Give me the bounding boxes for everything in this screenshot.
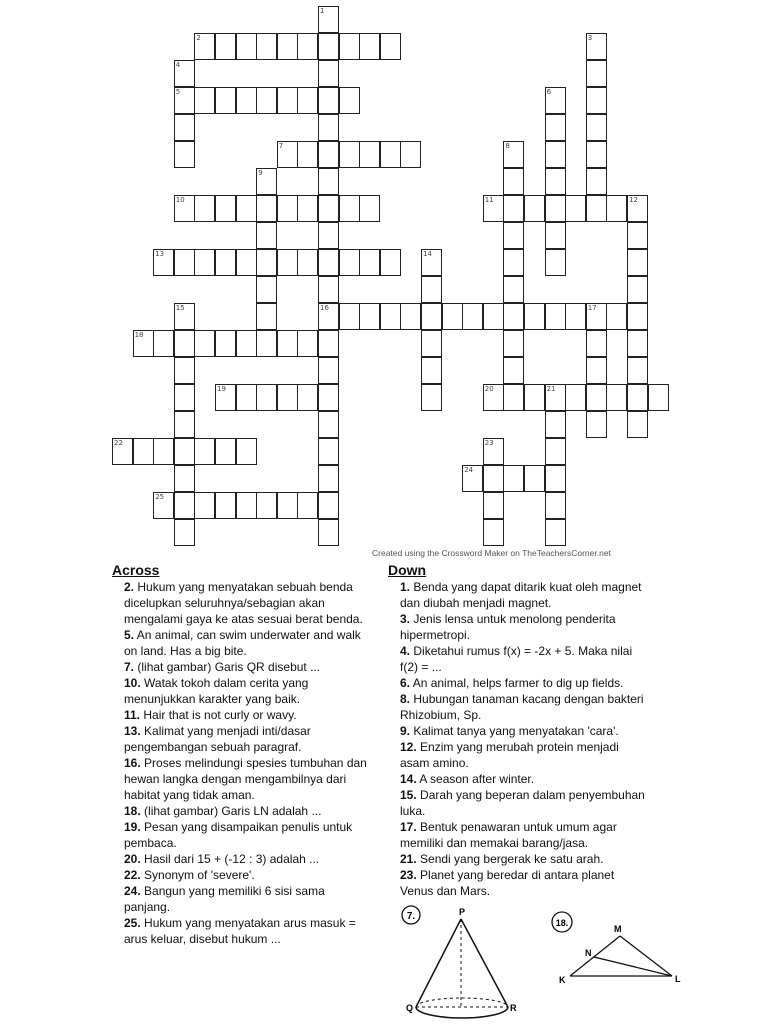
down-clue	[388, 579, 650, 611]
clue-number: 23	[484, 439, 494, 447]
grid-cell	[545, 168, 566, 195]
grid-cell	[318, 519, 339, 546]
clue-text: Bangun yang memiliki 6 sisi sama panjang.	[124, 884, 325, 914]
down-clues	[388, 562, 650, 899]
grid-cell	[194, 87, 215, 114]
across-clue	[112, 627, 374, 659]
clue-number: 22.	[124, 868, 141, 882]
clue-number: 20	[484, 385, 494, 393]
grid-cell	[421, 330, 442, 357]
grid-cell	[606, 303, 627, 330]
grid-cell	[648, 384, 669, 411]
grid-cell	[503, 384, 524, 411]
grid-cell	[627, 330, 648, 357]
grid-cell	[503, 249, 524, 276]
clue-number: 2	[196, 34, 201, 42]
grid-cell	[133, 330, 154, 357]
grid-cell	[586, 384, 607, 411]
grid-cell	[380, 249, 401, 276]
grid-cell	[503, 222, 524, 249]
clue-number: 24.	[124, 884, 141, 898]
grid-cell	[194, 492, 215, 519]
grid-cell	[483, 303, 504, 330]
grid-cell	[174, 357, 195, 384]
clue-number: 24	[464, 466, 474, 474]
grid-cell	[421, 384, 442, 411]
across-clue	[112, 851, 374, 867]
clue-number: 5.	[124, 628, 135, 642]
grid-cell	[503, 195, 524, 222]
clue-number: 1.	[400, 580, 411, 594]
clue-number: 8	[505, 142, 510, 150]
grid-cell	[483, 438, 504, 465]
down-clue	[388, 739, 650, 771]
clue-number: 18.	[124, 804, 141, 818]
grid-cell	[256, 87, 277, 114]
grid-cell	[606, 195, 627, 222]
clue-number: 11	[484, 196, 494, 204]
grid-cell	[318, 276, 339, 303]
clue-number: 15	[175, 304, 185, 312]
grid-cell	[339, 33, 360, 60]
grid-cell	[318, 87, 339, 114]
grid-cell	[627, 411, 648, 438]
grid-cell	[318, 411, 339, 438]
grid-cell	[545, 141, 566, 168]
clue-number: 1	[320, 7, 325, 15]
grid-cell	[174, 492, 195, 519]
grid-cell	[524, 195, 545, 222]
grid-cell	[318, 114, 339, 141]
clue-text: Watak tokoh dalam cerita yang menunjukkan karakter yang baik.	[124, 676, 309, 706]
clue-number: 10	[175, 196, 185, 204]
grid-cell	[503, 465, 524, 492]
clue-number: 10.	[124, 676, 141, 690]
grid-cell	[133, 438, 154, 465]
clue-text: Enzim yang merubah protein menjadi asam amino.	[400, 740, 619, 770]
grid-cell	[524, 303, 545, 330]
grid-cell	[586, 357, 607, 384]
grid-cell	[380, 141, 401, 168]
grid-cell	[503, 330, 524, 357]
down-clue	[388, 867, 650, 899]
cone-badge: 7.	[406, 911, 416, 922]
across-clue	[112, 915, 374, 947]
across-clue	[112, 659, 374, 675]
across-clue	[112, 755, 374, 803]
grid-cell	[153, 249, 174, 276]
grid-cell	[256, 303, 277, 330]
clue-number: 7.	[124, 660, 135, 674]
grid-cell	[627, 303, 648, 330]
grid-cell	[339, 249, 360, 276]
grid-cell	[483, 492, 504, 519]
clue-number: 15.	[400, 788, 417, 802]
grid-cell	[277, 195, 298, 222]
clue-number: 9.	[400, 724, 411, 738]
clue-number: 19.	[124, 820, 141, 834]
clue-number: 23.	[400, 868, 417, 882]
grid-cell	[586, 114, 607, 141]
grid-cell	[586, 33, 607, 60]
grid-cell	[277, 33, 298, 60]
down-clue	[388, 851, 650, 867]
clue-text: Benda yang dapat ditarik kuat oleh magnet dan diubah menjadi magnet.	[400, 580, 642, 610]
clue-number: 16	[320, 304, 329, 312]
clue-number: 6	[546, 88, 552, 96]
grid-cell	[174, 87, 195, 114]
grid-cell	[503, 276, 524, 303]
grid-cell	[236, 384, 257, 411]
grid-cell	[318, 492, 339, 519]
grid-cell	[318, 438, 339, 465]
grid-cell	[215, 330, 236, 357]
grid-cell	[545, 303, 566, 330]
across-clue	[112, 803, 374, 819]
grid-cell	[339, 87, 360, 114]
grid-cell	[256, 195, 277, 222]
grid-cell	[318, 141, 339, 168]
grid-cell	[359, 33, 380, 60]
grid-cell	[174, 384, 195, 411]
clue-number: 16.	[124, 756, 141, 770]
grid-cell	[524, 384, 545, 411]
grid-cell	[236, 195, 257, 222]
clue-number: 18	[134, 331, 144, 339]
clue-number: 25.	[124, 916, 141, 930]
triangle-l-label: L	[675, 974, 681, 984]
grid-cell	[524, 465, 545, 492]
cone-right-label: R	[510, 1003, 517, 1013]
grid-cell	[483, 519, 504, 546]
clue-text: Pesan yang disampaikan penulis untuk pembaca.	[124, 820, 353, 850]
grid-cell	[174, 195, 195, 222]
clue-number: 5	[175, 88, 181, 96]
clue-number: 17.	[400, 820, 417, 834]
grid-cell	[277, 141, 298, 168]
clue-text: An animal, can swim underwater and walk on land. Has a big bite.	[124, 628, 361, 658]
grid-cell	[215, 492, 236, 519]
grid-cell	[215, 33, 236, 60]
grid-cell	[359, 141, 380, 168]
across-clue	[112, 819, 374, 851]
grid-cell	[318, 195, 339, 222]
clue-number: 12	[629, 196, 638, 204]
grid-cell	[545, 384, 566, 411]
grid-cell	[339, 141, 360, 168]
down-clue	[388, 611, 650, 643]
grid-cell	[318, 249, 339, 276]
grid-cell	[236, 33, 257, 60]
clue-text: Planet yang beredar di antara planet Venus dan Mars.	[400, 868, 615, 898]
grid-cell	[380, 33, 401, 60]
grid-cell	[545, 465, 566, 492]
clue-text: Hubungan tanaman kacang dengan bakteri Rhizobium, Sp.	[400, 692, 644, 722]
grid-cell	[215, 195, 236, 222]
grid-cell	[174, 303, 195, 330]
grid-cell	[421, 249, 442, 276]
grid-cell	[256, 249, 277, 276]
down-clue	[388, 819, 650, 851]
clue-text: Hukum yang menyatakan arus masuk = arus keluar, disebut hukum ...	[124, 916, 356, 946]
grid-cell	[545, 519, 566, 546]
grid-cell	[256, 168, 277, 195]
grid-cell	[586, 195, 607, 222]
grid-cell	[174, 411, 195, 438]
grid-cell	[174, 465, 195, 492]
grid-cell	[236, 330, 257, 357]
cone-apex-label: P	[459, 907, 466, 917]
grid-cell	[627, 357, 648, 384]
grid-cell	[297, 384, 318, 411]
grid-cell	[545, 87, 566, 114]
grid-cell	[297, 249, 318, 276]
clue-number: 4	[175, 61, 181, 69]
grid-cell	[215, 384, 236, 411]
grid-cell	[545, 411, 566, 438]
clue-number: 19	[217, 385, 226, 393]
down-clue	[388, 723, 650, 739]
grid-cell	[277, 330, 298, 357]
clue-number: 8.	[400, 692, 411, 706]
clue-number: 14	[423, 250, 432, 258]
grid-cell	[153, 438, 174, 465]
grid-cell	[503, 168, 524, 195]
grid-cell	[318, 33, 339, 60]
grid-cell	[256, 33, 277, 60]
clue-number: 20.	[124, 852, 141, 866]
grid-cell	[586, 168, 607, 195]
grid-cell	[545, 114, 566, 141]
grid-cell	[174, 249, 195, 276]
grid-cell	[586, 411, 607, 438]
grid-cell	[400, 303, 421, 330]
clue-number: 13.	[124, 724, 141, 738]
grid-cell	[194, 438, 215, 465]
grid-cell	[297, 330, 318, 357]
grid-cell	[462, 303, 483, 330]
grid-cell	[215, 87, 236, 114]
clue-text: Synonym of 'severe'.	[144, 868, 255, 882]
grid-cell	[194, 330, 215, 357]
grid-cell	[153, 330, 174, 357]
clue-text: Diketahui rumus f(x) = -2x + 5. Maka nilai f(2) = ...	[400, 644, 633, 674]
across-clue	[112, 579, 374, 627]
grid-cell	[359, 303, 380, 330]
clue-text: Hair that is not curly or wavy.	[143, 708, 297, 722]
grid-cell	[627, 195, 648, 222]
grid-cell	[236, 87, 257, 114]
grid-cell	[236, 438, 257, 465]
grid-cell	[318, 357, 339, 384]
grid-cell	[339, 195, 360, 222]
grid-cell	[483, 195, 504, 222]
clue-text: Sendi yang bergerak ke satu arah.	[420, 852, 604, 866]
grid-cell	[256, 276, 277, 303]
clue-text: Jenis lensa untuk menolong penderita hipermetropi.	[400, 612, 616, 642]
grid-cell	[236, 249, 257, 276]
grid-cell	[194, 249, 215, 276]
grid-cell	[256, 330, 277, 357]
grid-cell	[318, 330, 339, 357]
grid-cell	[545, 492, 566, 519]
clue-text: Kalimat tanya yang menyatakan 'cara'.	[413, 724, 619, 738]
grid-cell	[442, 303, 463, 330]
clue-number: 21	[546, 385, 556, 393]
across-clue	[112, 883, 374, 915]
down-clue	[388, 787, 650, 819]
grid-cell	[297, 195, 318, 222]
grid-cell	[318, 303, 339, 330]
grid-cell	[627, 276, 648, 303]
grid-cell	[277, 492, 298, 519]
grid-cell	[545, 438, 566, 465]
clue-number: 3.	[400, 612, 411, 626]
grid-cell	[627, 249, 648, 276]
clue-number: 22	[114, 439, 123, 447]
down-clue	[388, 691, 650, 723]
credit-line: Created using the Crossword Maker on TheTeachersCorner.net	[372, 548, 611, 558]
clue-number: 6.	[400, 676, 411, 690]
down-clue	[388, 675, 650, 691]
grid-cell	[421, 303, 442, 330]
grid-cell	[586, 330, 607, 357]
grid-cell	[174, 330, 195, 357]
across-clue	[112, 707, 374, 723]
clue-number: 11.	[124, 708, 141, 722]
grid-cell	[318, 384, 339, 411]
grid-cell	[297, 87, 318, 114]
clue-text: An animal, helps farmer to dig up fields.	[412, 676, 624, 690]
cone-left-label: Q	[406, 1003, 414, 1013]
grid-cell	[174, 519, 195, 546]
grid-cell	[297, 33, 318, 60]
clue-number: 3	[587, 34, 593, 42]
grid-cell	[627, 222, 648, 249]
clue-number: 14.	[400, 772, 417, 786]
grid-cell	[545, 249, 566, 276]
grid-cell	[277, 249, 298, 276]
grid-cell	[462, 465, 483, 492]
clue-number: 2.	[124, 580, 135, 594]
clue-number: 21.	[400, 852, 417, 866]
grid-cell	[503, 357, 524, 384]
clue-text: (lihat gambar) Garis LN adalah ...	[144, 804, 322, 818]
grid-cell	[174, 438, 195, 465]
cone-figure	[398, 903, 528, 1023]
triangle-figure	[548, 908, 688, 988]
grid-cell	[297, 141, 318, 168]
grid-cell	[277, 87, 298, 114]
down-clue	[388, 771, 650, 787]
clue-text: Hukum yang menyatakan sebuah benda dicelupkan seluruhnya/sebagian akan mengalami gaya ke atas sesuai berat benda.	[124, 580, 363, 626]
clue-number: 9	[258, 169, 263, 177]
across-clue	[112, 867, 374, 883]
grid-cell	[318, 60, 339, 87]
grid-cell	[359, 195, 380, 222]
grid-cell	[483, 384, 504, 411]
grid-cell	[380, 303, 401, 330]
clue-text: Kalimat yang menjadi inti/dasar pengembangan sebuah paragraf.	[124, 724, 311, 754]
clue-text: A season after winter.	[419, 772, 535, 786]
grid-cell	[483, 465, 504, 492]
grid-cell	[256, 384, 277, 411]
grid-cell	[174, 141, 195, 168]
grid-cell	[112, 438, 133, 465]
grid-cell	[565, 195, 586, 222]
grid-cell	[318, 465, 339, 492]
triangle-n-label: N	[585, 948, 592, 958]
clue-text: Hasil dari 15 + (-12 : 3) adalah ...	[144, 852, 320, 866]
triangle-k-label: K	[559, 975, 566, 985]
grid-cell	[586, 303, 607, 330]
grid-cell	[277, 384, 298, 411]
clue-text: Proses melindungi spesies tumbuhan dan hewan langka dengan mengambilnya dari habitat yang tidak aman.	[124, 756, 367, 802]
down-heading: Down	[388, 562, 427, 578]
across-clue	[112, 675, 374, 707]
grid-cell	[297, 492, 318, 519]
clue-text: (lihat gambar) Garis QR disebut ...	[137, 660, 321, 674]
grid-cell	[421, 357, 442, 384]
grid-cell	[606, 384, 627, 411]
across-heading: Across	[112, 562, 160, 578]
triangle-m-label: M	[614, 924, 622, 934]
grid-cell	[256, 222, 277, 249]
grid-cell	[174, 60, 195, 87]
grid-cell	[586, 141, 607, 168]
grid-cell	[215, 249, 236, 276]
clue-number: 12.	[400, 740, 417, 754]
clue-text: Bentuk penawaran untuk umum agar memiliki dan memakai barang/jasa.	[400, 820, 617, 850]
grid-cell	[565, 303, 586, 330]
grid-cell	[627, 384, 648, 411]
grid-cell	[586, 60, 607, 87]
down-clue	[388, 643, 650, 675]
grid-cell	[194, 33, 215, 60]
clue-number: 7	[278, 142, 284, 150]
grid-cell	[400, 141, 421, 168]
grid-cell	[586, 87, 607, 114]
grid-cell	[256, 492, 277, 519]
grid-cell	[318, 168, 339, 195]
grid-cell	[545, 222, 566, 249]
grid-cell	[318, 222, 339, 249]
grid-cell	[503, 141, 524, 168]
clue-text: Darah yang beperan dalam penyembuhan luka.	[400, 788, 645, 818]
grid-cell	[318, 6, 339, 33]
clue-number: 17	[587, 304, 597, 312]
across-clue	[112, 723, 374, 755]
grid-cell	[359, 249, 380, 276]
grid-cell	[565, 384, 586, 411]
grid-cell	[503, 303, 524, 330]
grid-cell	[153, 492, 174, 519]
grid-cell	[339, 303, 360, 330]
grid-cell	[421, 276, 442, 303]
grid-cell	[194, 195, 215, 222]
clue-number: 13	[155, 250, 165, 258]
clue-number: 4.	[400, 644, 411, 658]
grid-cell	[236, 492, 257, 519]
grid-cell	[215, 438, 236, 465]
triangle-badge: 18.	[555, 918, 569, 928]
across-clues	[112, 562, 374, 947]
grid-cell	[174, 114, 195, 141]
grid-cell	[545, 195, 566, 222]
clue-number: 25	[155, 493, 165, 501]
